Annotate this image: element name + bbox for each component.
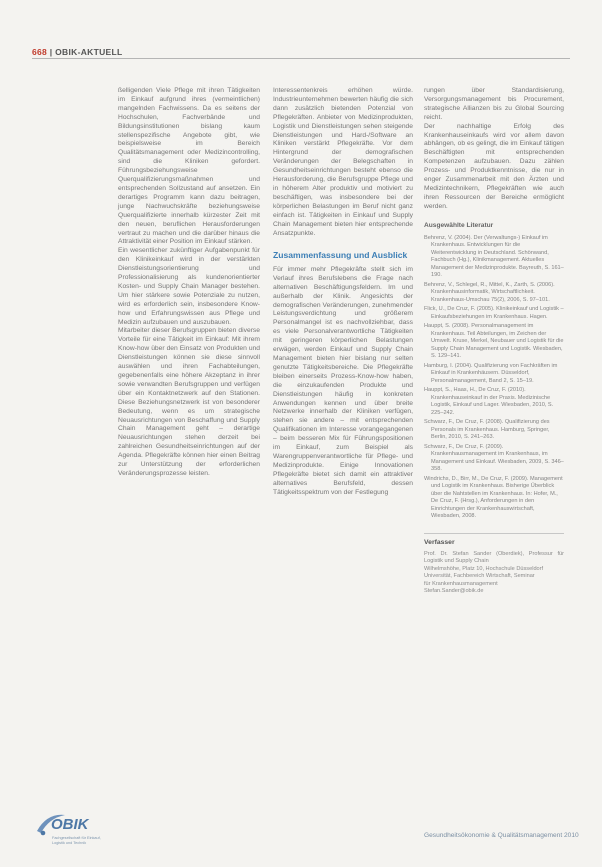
authors-box xyxy=(424,533,564,596)
logo-wordmark: OBIK xyxy=(51,816,89,833)
paragraph: rungen über Standardisierung, Versorgungsmanagement bis Procurement, strategische Allianzen bis zu Global Sourcing reicht. xyxy=(424,87,564,121)
paragraph: Der nachhaltige Erfolg des Krankenhauseinkaufs wird vor allem davon abhängen, ob es gelingt, die im Einkauf tätigen Beschäftigten mit entsprechenden Kompetenzen aufzubauen. Dazu zählen Prozess- und Produktkenntnisse, die nur in enger Zusammenarbeit mit den Ärzten und Medizintechnikern, Pflegekräften wie auch ihren Ressourcen der Bereiche ermöglicht werden. xyxy=(424,122,564,210)
paragraph: ßelligenden Viele Pflege mit ihren Tätigkeiten im Einkauf aufgrund ihres (vermeintlichen) mangelnden Fachwissens. Da es seitens der Hochschulen, Fachverbände und Bildungsinstitutionen bislang kaum stellenspezifische Angebote gibt, wie beispielsweise im Bereich Qualitätsmanagement oder Medizincontrolling, sind die Kliniken gefordert. Führungsbeziehungsweise Querqualifizierungsmaßnahmen und entsprechenden Sollzustand auf ansetzen. Ein derartiges Programm kann dazu beitragen, junge Nachwuchskräfte beziehungsweise Querqualifizierte innerhalb kürzester Zeit mit den neuen, beruflichen Herausforderungen vertraut zu machen und die darüber hinaus die Attraktivität einer Position im Einkauf stärken. xyxy=(118,87,260,246)
text-column-1 xyxy=(118,87,260,479)
literature-item: Hauppt, S. (2008). Personalmanagement im Krankenhaus. Teil Abteilungen, im Zeichen der Umwelt. Kruse, Merkel, Neubauer und Logistik für die Supply Chain Management und Logistik. Wiesbaden, S. 129–141. xyxy=(424,323,564,360)
literature-heading: Ausgewählte Literatur xyxy=(424,221,494,229)
text-column-2 xyxy=(273,87,413,497)
section-name: OBIK-AKTUELL xyxy=(55,47,123,57)
literature-item: Hamburg, I. (2004). Qualifizierung von Fachkräften im Einkauf in Krankenhäusern. Düsseldorf, Personalmanagement, Band 2, S. 15–19. xyxy=(424,362,558,384)
author-line: für Krankenhausmanagement xyxy=(424,580,498,587)
paragraph: Für immer mehr Pflegekräfte stellt sich im Verlauf ihres Berufslebens die Frage nach alternativen Beschäftigungsfeldern. Im und außerhalb der Klinik. Angesichts der demografischen Veränderungen, zunehmender Leistungsverdichtung und größerem Personalmangel ist es nachvollziehbar, dass es viele Personalverantwortliche Tätigkeiten mit geringeren körperlichen Belastungen erwägen, werden Einkauf und Supply Chain Management bieten hier bislang nur selten genutzte Tätigkeitsbereiche. Die Pflegekräfte bleiben einerseits Prozess-Know-how haben, die einzukaufenden Produkte und Dienstleistungen häufig in konkreten Anwendungen kennen und über breite Netzwerke innerhalb der Kliniken verfügen, stehen sie andere – mit entsprechenden Qualifikationen im Interesse vorangegangenen – beim besseren Mix für Führungspositionen im Einkauf, zum Beispiel als Warengruppenverantwortliche für Pflege- und Medizinprodukte. Einige Innovationen Pflegekräfte bietet sich damit ein attraktiver alternatives Berufsfeld, dessen Tätigkeitsspektrum von der Festlegung xyxy=(273,265,413,496)
paragraph: Interessentenkreis erhöhen würde. Industrieunternehmen bewerten häufig die sich dann zusätzlich bietenden Potenzial von Pflegekräften. Anbieter von Medizinprodukten, Logistik und Dienstleistungen sehen steigende Dienstleistungen und Hard-/Software an Kliniken verstärkt Pflegekräfte. Vor dem Hintergrund der demografischen Veränderungen der Belegschaften in Gesundheitseinrichtungen besteht ebenso die Herausforderung, die Berufsgruppe Pflege und in höherem Alter produktiv und motiviert zu beschäftigen, was insbesondere bei der körperlichen Belastungen im Beruf nicht ganz einfach ist. Tätigkeiten in Einkauf und Supply Chain Management bieten hier entsprechende Ansatzpunkte. xyxy=(273,87,413,237)
header-separator: | xyxy=(49,47,53,57)
header-rule xyxy=(32,58,570,59)
logo-dot xyxy=(41,831,46,836)
literature-item: Hauppt, S., Haas, H., De Cruz, F. (2010). Krankenhauseinkauf in der Praxis. Medizinische Logistik, Einkauf und Lager. Wiesbaden, 2010, S. 225–242. xyxy=(424,387,554,416)
author-line: Wilhelmshöhe, Platz 10, Hochschule Düsseldorf xyxy=(424,565,544,572)
author-email: Stefan.Sander@obik.de xyxy=(424,588,484,594)
page-footer: Gesundheitsökonomie & Qualitätsmanagement 2010 xyxy=(424,832,579,839)
literature-item: Behrenz, V. (2004). Der (Verwaltungs-) Einkauf im Krankenhaus. Entwicklungen für die Weiterentwicklung in Deutschland. Schönwand, Fachbuch (Hg.), Klinikmanagement. Aktuelles Management der Medizinprodukte. Bayreuth, S. 161–190. xyxy=(424,234,564,279)
page-header xyxy=(32,47,122,57)
author-line: Universität, Fachbereich Wirtschaft, Seminar xyxy=(424,573,535,579)
logo-subtitle xyxy=(52,836,101,846)
authors-heading: Verfasser xyxy=(424,538,455,546)
literature-item: Windrichs, D., Birr, M., De Cruz, F. (2009). Management und Logistik im Krankenhaus. Bisherige Überblick über die Nahtstellen im Krankenhaus. In: Hofer, M., De Cruz, F. (Hrsg.), Anforderungen in den Einrichtungen der Krankenhauswirtschaft, Wiesbaden, 2008. xyxy=(424,475,563,520)
literature-item: Flick, U., De Cruz, F. (2005). Klinikeinkauf und Logistik – Einkaufsbeziehungen im Krankenhaus. Hagen. xyxy=(424,306,564,320)
paragraph: Mitarbeiter dieser Berufsgruppen bieten diverse Vorteile für eine Tätigkeit im Einkauf: Mit ihrem Know-how über den Einsatz von Produkten und Dienstleistungen können sie diese sinnvoll auswählen und ihren Fachabteilungen, gegebenenfalls eine höhere Akzeptanz in ihrer sowie verwandten Berufsgruppen und verfügen über ein Kontaktnetzwerk auf den Stationen. Diese Beziehungsnetzwerk ist von besonderer Bedeutung, wenn es um strategische Neuausrichtungen von Beschaffung und Supply Chain Management geht – derartige Neuausrichtungen stehen derzeit bei zahlreichen Gesundheitseinrichtungen auf der Agenda. Pflegekräfte können hier einen Beitrag zur Unterstützung der erforderlichen Veränderungsprozesse leisten. xyxy=(118,327,260,477)
literature-item: Schwarz, F., De Cruz, F. (2009). Krankenhausmanagement im Krankenhaus, im Management und Einkauf. Wiesbaden, 2009, S. 346–358. xyxy=(424,443,564,473)
page-number: 668 xyxy=(32,47,48,57)
author-line: Prof. Dr. Stefan Sander (Oberdiek), Professur für Logistik und Supply Chain xyxy=(424,550,564,564)
logo-subtitle-line: Fachgesellschaft für Einkauf, xyxy=(52,836,101,840)
literature-item: Schwarz, F., De Cruz, F. (2008). Qualifizierung des Personals im Krankenhaus. Hamburg, Springer, Berlin, 2010, S. 241–263. xyxy=(424,419,550,441)
literature-list xyxy=(424,235,564,521)
paragraph: Ein wesentlicher zukünftiger Aufgabenpunkt für den Klinikeinkauf wird in der verstärkten Dienstleistungsorientierung und Professionalisierung als kundenorientierter Kosten- und Supply Chain Manager bestehen. Um hier stärkere sowie Potenziale zu nutzen, wird es erforderlich sein, insbesondere Know-how und Erfahrungswissen aus Pflege und Medizin aufzubauen und auszubauen. xyxy=(118,247,260,326)
literature-item: Behrenz, V., Schlegel, R., Mittel, K., Zarth, S. (2006). Krankenhausinformatik, Wirtschaftlichkeit. Krankenhaus-Umschau 75(2), 2006, S. 97–101. xyxy=(424,281,555,303)
logo-subtitle-line: Logistik und Technik xyxy=(52,841,87,845)
section-heading: Zusammenfassung und Ausblick xyxy=(273,250,408,261)
text-column-3 xyxy=(424,87,564,596)
